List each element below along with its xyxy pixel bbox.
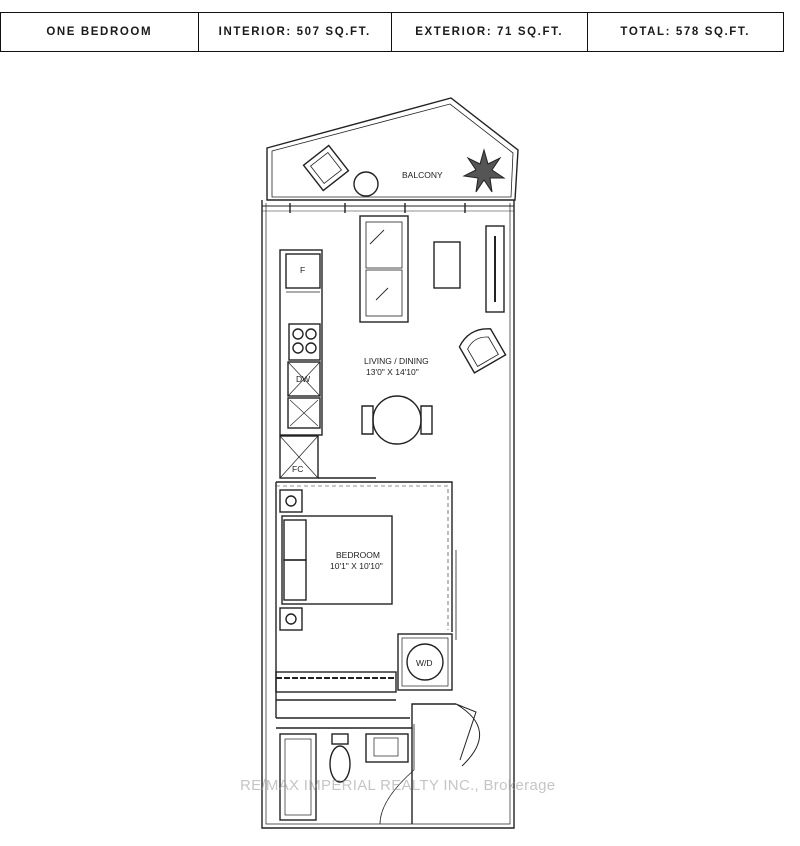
balcony-label: BALCONY	[402, 170, 443, 180]
dishwasher-label: DW	[296, 374, 311, 384]
bed-icon	[282, 516, 392, 604]
interior-area-label: INTERIOR: 507 SQ.FT.	[199, 13, 393, 51]
living-room-name: LIVING / DINING	[364, 356, 429, 366]
plant-icon	[464, 150, 504, 192]
balcony-table-icon	[354, 172, 378, 196]
cooktop	[289, 324, 320, 360]
bedroom-dims: 10'1" X 10'10"	[330, 561, 383, 571]
bedroom-name: BEDROOM	[336, 550, 380, 560]
toilet-icon	[330, 734, 350, 782]
unit-type-label: ONE BEDROOM	[1, 13, 199, 51]
sofa-icon	[360, 216, 408, 322]
total-area-label: TOTAL: 578 SQ.FT.	[620, 26, 751, 38]
nightstand-top	[280, 490, 302, 512]
fridge-label: F	[300, 265, 306, 275]
bathroom-wall	[276, 704, 456, 728]
exterior-area-label: EXTERIOR: 71 SQ.FT.	[392, 13, 588, 51]
nightstand-bottom	[280, 608, 302, 630]
tv-unit-icon	[486, 226, 504, 312]
living-room-dims: 13'0" X 14'10"	[366, 367, 419, 377]
coffee-table-icon	[434, 242, 460, 288]
balcony-chair-icon	[304, 146, 349, 191]
entry-door	[456, 704, 480, 766]
dining-table-icon	[362, 396, 432, 444]
bedroom-closet	[276, 672, 396, 692]
closet-label: FC	[292, 464, 304, 474]
armchair-icon	[456, 324, 505, 373]
washer-dryer-label: W/D	[416, 658, 433, 668]
brokerage-watermark: RE/MAX IMPERIAL REALTY INC., Brokerage	[240, 777, 556, 794]
